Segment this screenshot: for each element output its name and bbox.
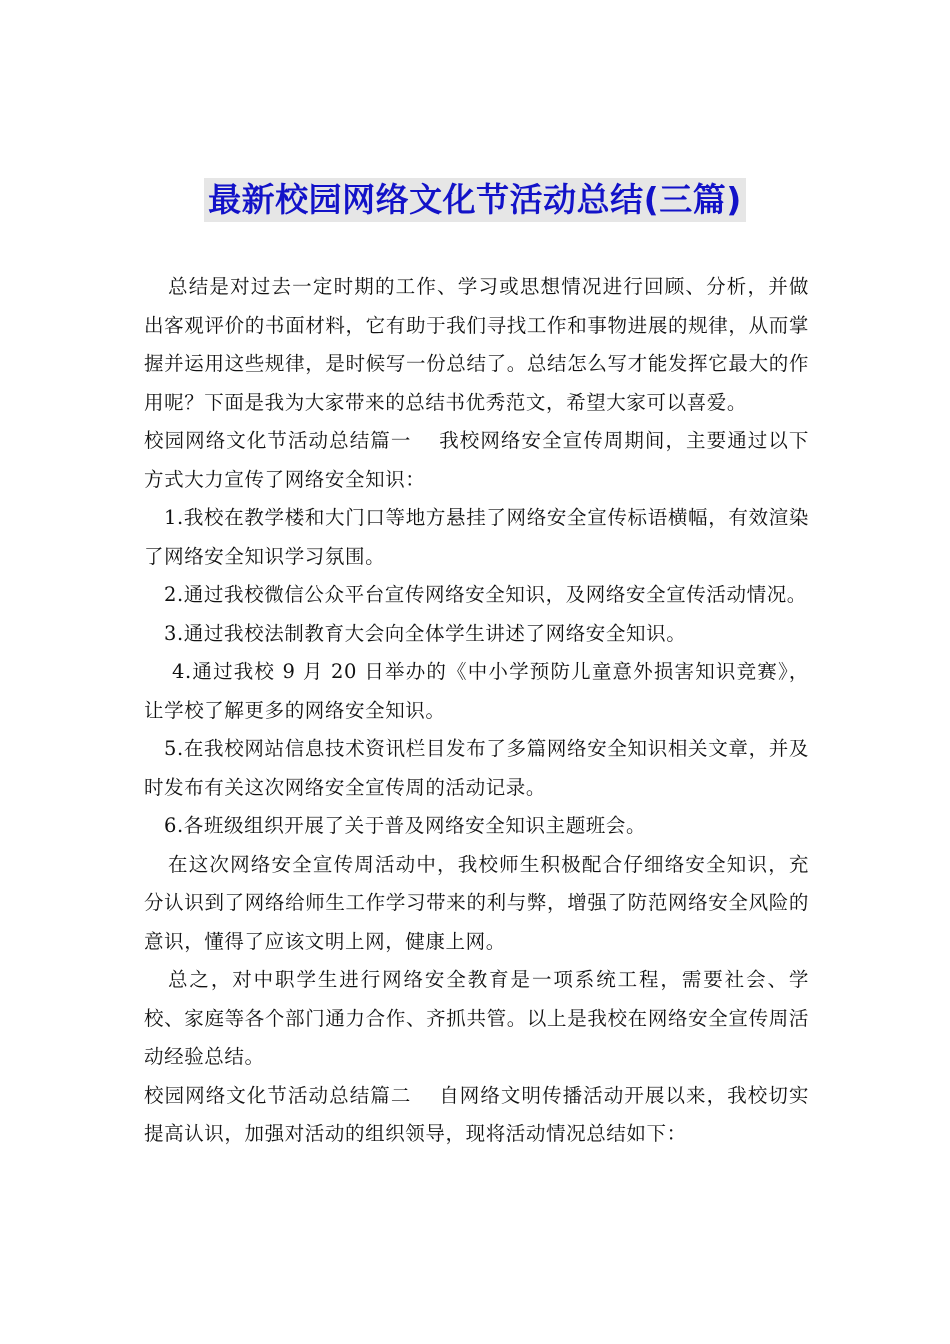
document-title: 最新校园网络文化节活动总结(三篇) xyxy=(204,178,746,222)
list-item-2: 2.通过我校微信公众平台宣传网络安全知识，及网络安全宣传活动情况。 xyxy=(164,583,807,606)
list-item-6: 6.各班级组织开展了关于普及网络安全知识主题班会。 xyxy=(164,814,647,837)
list-item-1: 1.我校在教学楼和大门口等地方悬挂了网络安全宣传标语横幅，有效渲染了网络安全知识学习氛围。 xyxy=(144,506,809,568)
document-body xyxy=(144,268,809,1154)
section-two-heading-paragraph: 校园网络文化节活动总结篇二 自网络文明传播活动开展以来，我校切实提高认识，加强对活动的组织领导，现将活动情况总结如下： xyxy=(144,1083,809,1145)
list-item-4: 4.通过我校 9 月 20 日举办的《中小学预防儿童意外损害知识竞赛》，让学校了解更多的网络安全知识。 xyxy=(144,660,809,722)
intro-paragraph: 总结是对过去一定时期的工作、学习或思想情况进行回顾、分析，并做出客观评价的书面材料，它有助于我们寻找工作和事物进展的规律，从而掌握并运用这些规律，是时候写一份总结了。总结怎么写才能发挥它最大的作用呢？下面是我为大家带来的总结书优秀范文，希望大家可以喜爱。 xyxy=(144,275,809,414)
title-container xyxy=(0,178,950,222)
list-item-5: 5.在我校网站信息技术资讯栏目发布了多篇网络安全知识相关文章，并及时发布有关这次网络安全宣传周的活动记录。 xyxy=(144,737,809,799)
summary-paragraph: 在这次网络安全宣传周活动中，我校师生积极配合仔细络安全知识，充分认识到了网络给师生工作学习带来的利与弊，增强了防范网络安全风险的意识，懂得了应该文明上网，健康上网。 xyxy=(144,852,809,953)
list-item-3: 3.通过我校法制教育大会向全体学生讲述了网络安全知识。 xyxy=(164,621,687,645)
conclusion-paragraph: 总之，对中职学生进行网络安全教育是一项系统工程，需要社会、学校、家庭等各个部门通力合作、齐抓共管。以上是我校在网络安全宣传周活动经验总结。 xyxy=(144,968,809,1068)
section-one-heading-paragraph: 校园网络文化节活动总结篇一 我校网络安全宣传周期间，主要通过以下方式大力宣传了网络安全知识： xyxy=(144,429,809,491)
